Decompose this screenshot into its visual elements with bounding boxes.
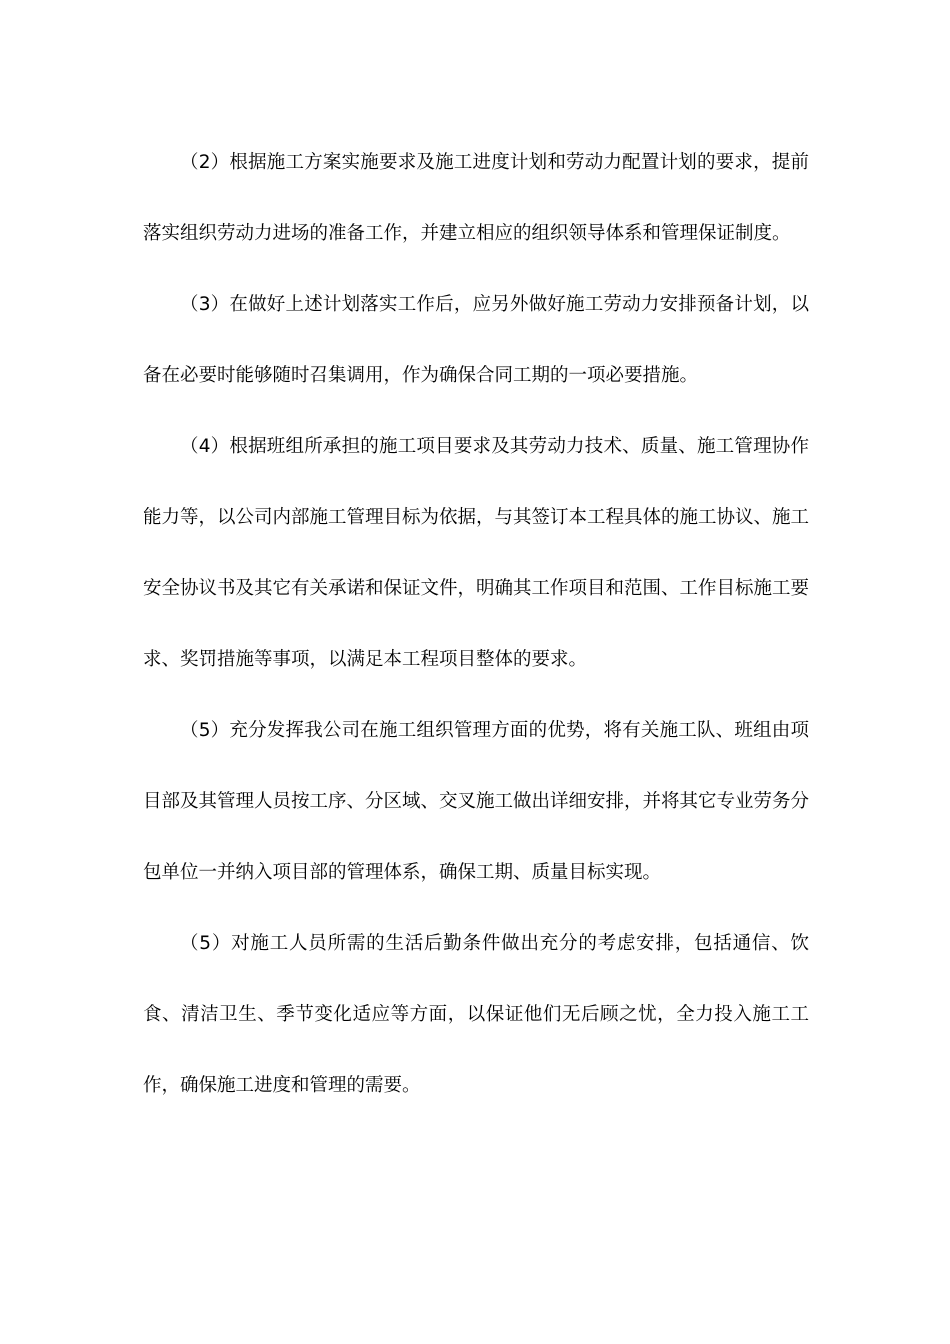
paragraph-2: （2）根据施工方案实施要求及施工进度计划和劳动力配置计划的要求，提前落实组织劳动力进场的准备工作，并建立相应的组织领导体系和管理保证制度。 xyxy=(143,152,809,244)
document-body xyxy=(143,127,809,1121)
paragraph-3: （3）在做好上述计划落实工作后，应另外做好施工劳动力安排预备计划，以备在必要时能够随时召集调用，作为确保合同工期的一项必要措施。 xyxy=(143,294,809,386)
paragraph-5b: （5）对施工人员所需的生活后勤条件做出充分的考虑安排，包括通信、饮食、清洁卫生、季节变化适应等方面，以保证他们无后顾之忧，全力投入施工工作，确保施工进度和管理的需要。 xyxy=(143,933,809,1096)
paragraph-4: （4）根据班组所承担的施工项目要求及其劳动力技术、质量、施工管理协作能力等，以公司内部施工管理目标为依据，与其签订本工程具体的施工协议、施工安全协议书及其它有关承诺和保证文件，明确其工作项目和范围、工作目标施工要求、奖罚措施等事项，以满足本工程项目整体的要求。 xyxy=(143,436,810,670)
paragraph-5a: （5）充分发挥我公司在施工组织管理方面的优势，将有关施工队、班组由项目部及其管理人员按工序、分区域、交叉施工做出详细安排，并将其它专业劳务分包单位一并纳入项目部的管理体系，确保工期、质量目标实现。 xyxy=(143,720,810,883)
